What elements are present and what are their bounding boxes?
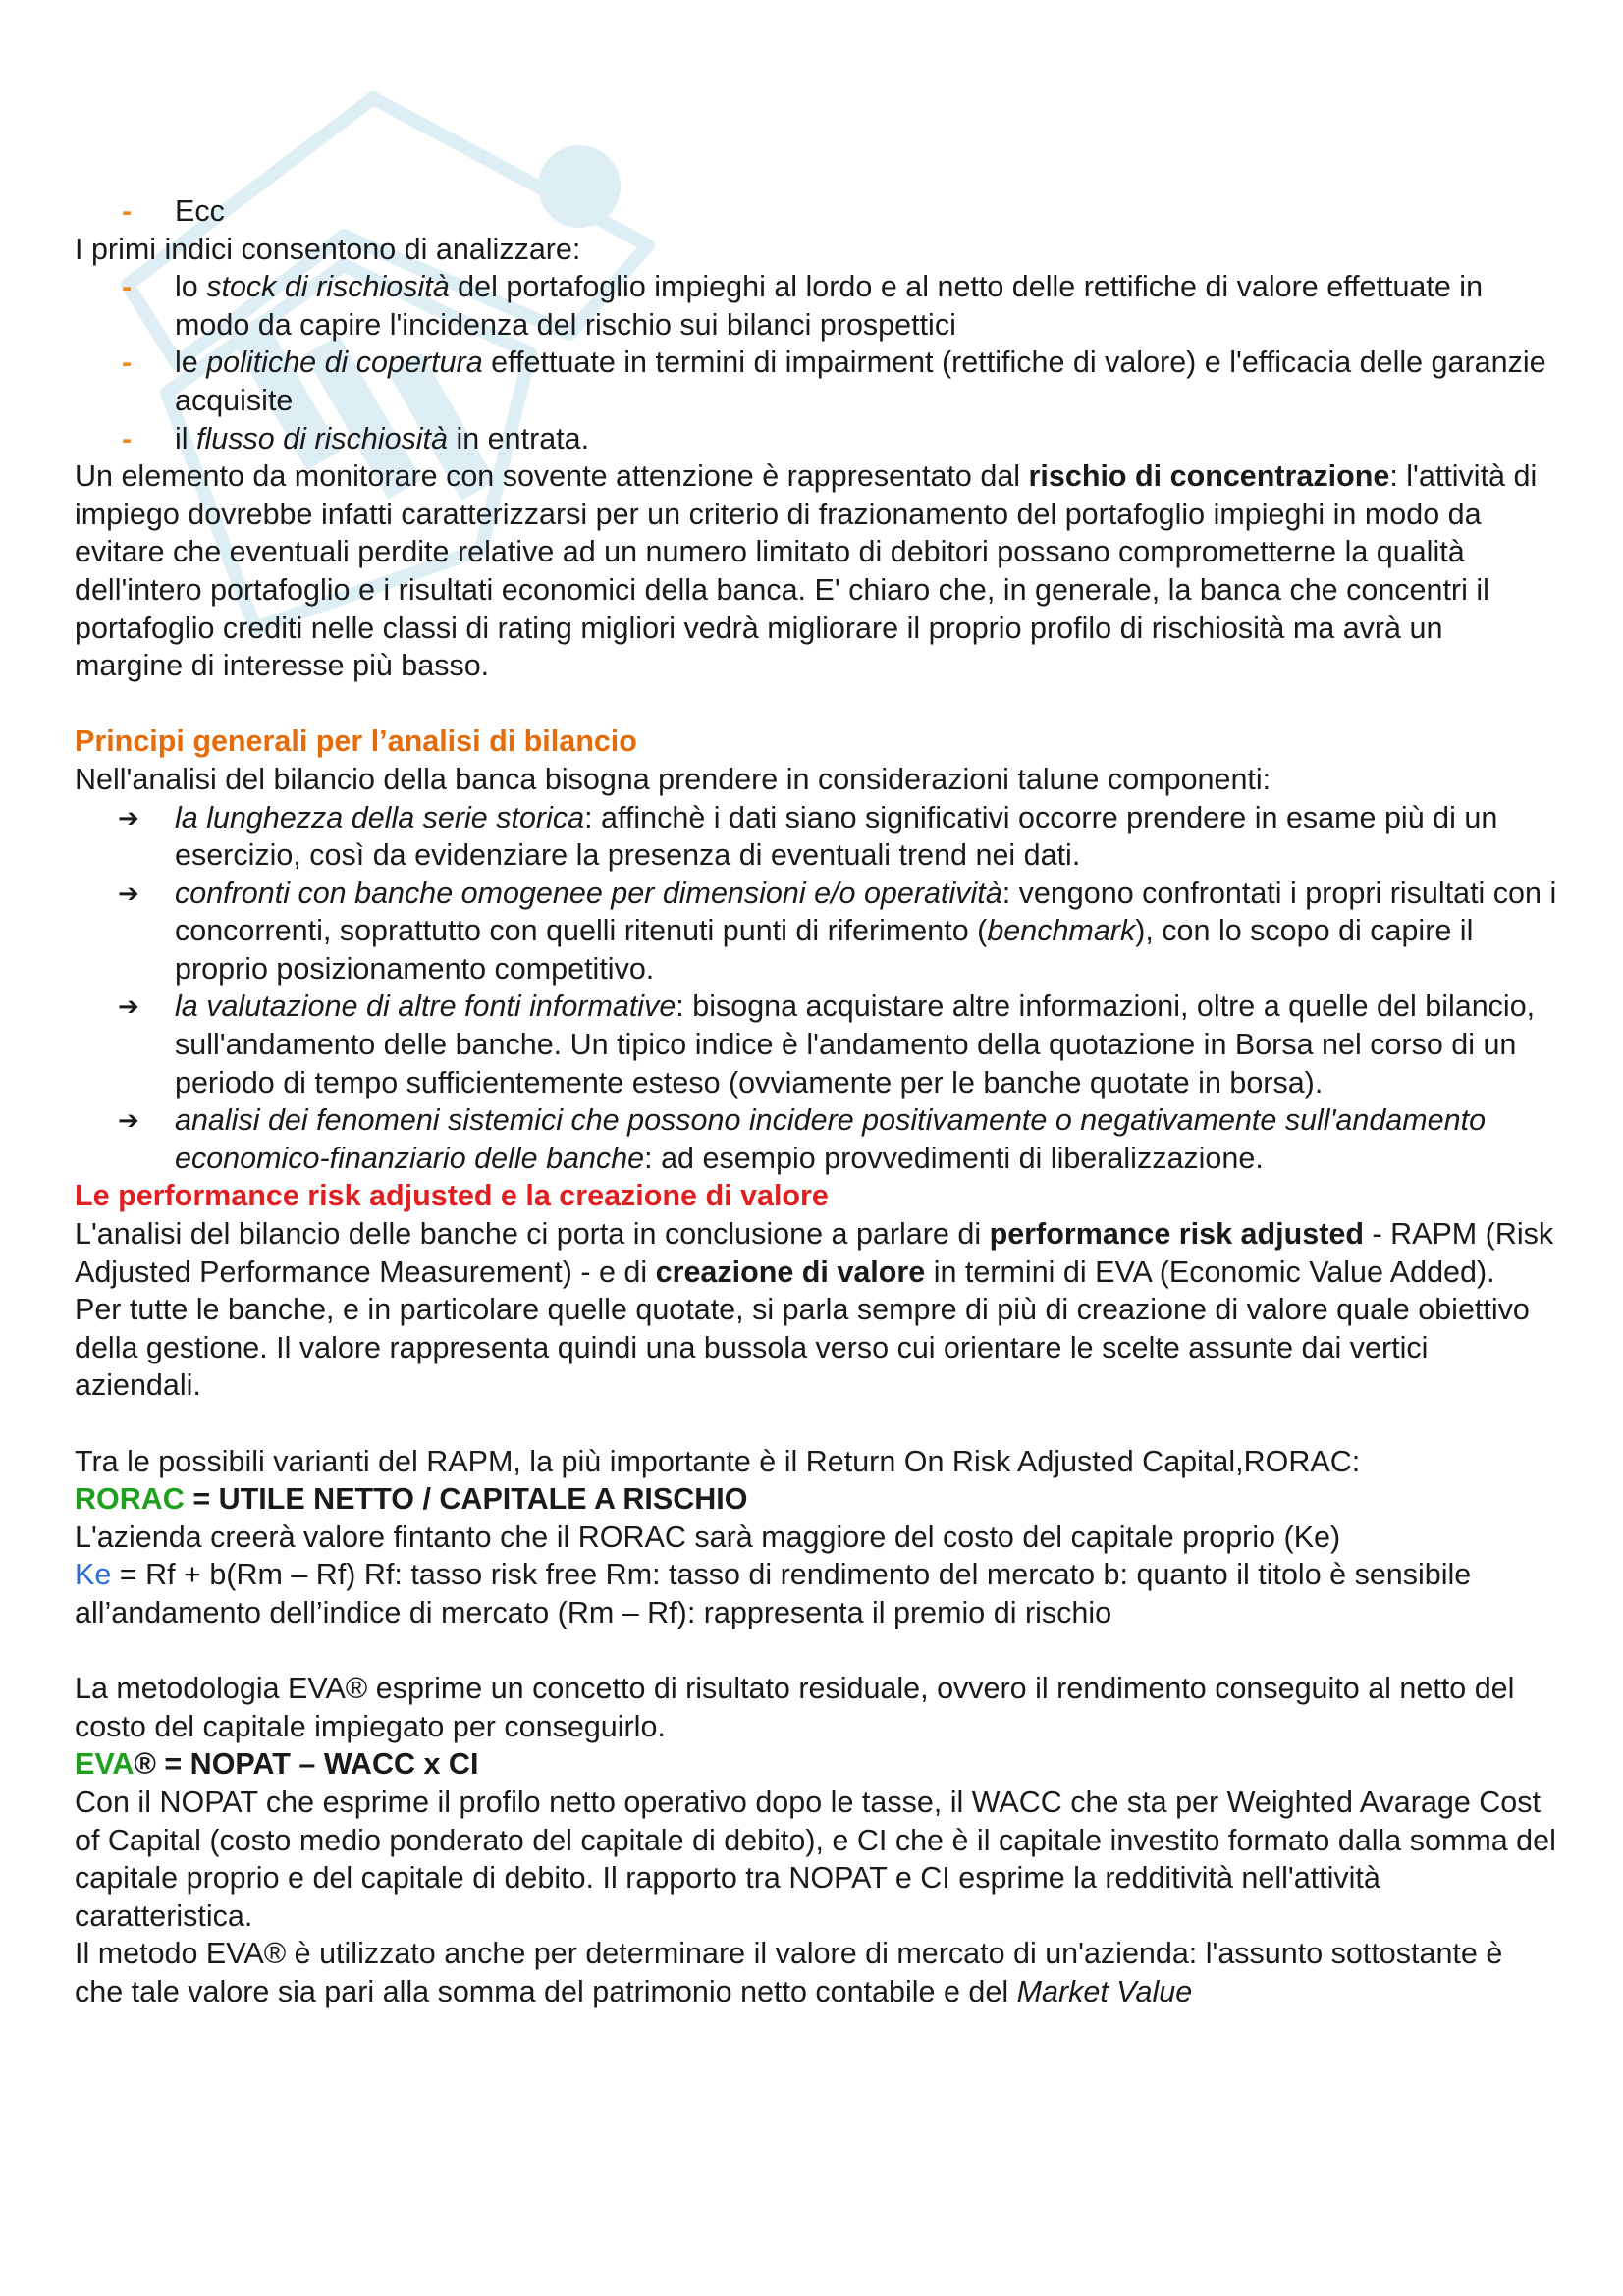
concentration-paragraph: Un elemento da monitorare con sovente attenzione è rappresentato dal rischio di concentrazione: l'attività di impiego dovrebbe infatti caratterizzarsi per un criterio di frazionamento del portafoglio impieghi in modo da evitare che eventuali perdite relative ad un numero limitato di debitori possano comprometterne la qualità dell'intero portafoglio e i risultati economici della banca. E' chiaro che, in generale, la banca che concentri il portafoglio crediti nelle classi di rating migliori vedrà migliorare il proprio profilo di rischiosità ma avrà un margine di interesse più basso.	[75, 459, 1538, 683]
list-item: ➔ analisi dei fenomeni sistemici che possono incidere positivamente o negativamente sull'andamento economico-finanziario delle banche: ad esempio provvedimenti di liberalizzazione.	[118, 1103, 1487, 1175]
market-value-paragraph: Il metodo EVA® è utilizzato anche per determinare il valore di mercato di un'azienda: l'assunto sottostante è che tale valore sia pari alla somma del patrimonio netto contabile e del Market Value	[75, 1937, 1503, 2008]
dash-bullet-icon: -	[122, 270, 133, 304]
arrow-bullet-icon: ➔	[118, 1105, 139, 1136]
rorac-intro: Tra le possibili varianti del RAPM, la più importante è il Return On Risk Adjusted Capital,RORAC:	[75, 1444, 1361, 1478]
ke-formula: Ke = Rf + b(Rm – Rf) Rf: tasso risk free Rm: tasso di rendimento del mercato b: quanto il titolo è sensibile all’andamento dell’indice di mercato (Rm – Rf): rappresenta il premio di rischio	[75, 1558, 1472, 1629]
ke-intro: L'azienda creerà valore fintanto che il RORAC sarà maggiore del costo del capitale proprio (Ke)	[75, 1520, 1341, 1554]
arrow-bullet-icon: ➔	[118, 802, 139, 832]
intro-text: I primi indici consentono di analizzare:	[75, 232, 581, 266]
list-item: - le politiche di copertura effettuate in termini di impairment (rettifiche di valore) e l'efficacia delle garanzie acquisite	[122, 346, 1546, 417]
nopat-paragraph: Con il NOPAT che esprime il profilo netto operativo dopo le tasse, il WACC che sta per Weighted Avarage Cost of Capital (costo medio ponderato del capitale di debito), e CI che è il capitale investito formato dalla somma del capitale proprio e del capitale di debito. Il rapporto tra NOPAT e CI esprime la redditività nell'attività caratteristica.	[75, 1785, 1556, 1933]
arrow-bullet-icon: ➔	[118, 991, 139, 1022]
list-item: ➔ la valutazione di altre fonti informative: bisogna acquistare altre informazioni, oltre a quelle del bilancio, sull'andamento delle banche. Un tipico indice è l'andamento della quotazione in Borsa nel corso di un periodo di tempo sufficientemente esteso (ovviamente per le banche quotate in borsa).	[118, 989, 1536, 1099]
list-item-ecc: - Ecc	[75, 192, 1557, 231]
value-paragraph: Per tutte le banche, e in particolare quelle quotate, si parla sempre di più di creazione di valore quale obiettivo della gestione. Il valore rappresenta quindi una bussola verso cui orientare le scelte assunte dai vertici aziendali.	[75, 1293, 1530, 1403]
section-heading-analisi: Principi generali per l’analisi di bilancio	[75, 724, 637, 759]
list-item: ➔ la lunghezza della serie storica: affinchè i dati siano significativi occorre prendere in esame più di un esercizio, così da evidenziare la presenza di eventuali trend nei dati.	[118, 800, 1498, 873]
rorac-formula: RORAC = UTILE NETTO / CAPITALE A RISCHIO	[75, 1482, 748, 1517]
eva-formula: EVA® = NOPAT – WACC x CI	[75, 1747, 479, 1782]
dash-bullet-icon: -	[122, 346, 133, 380]
list-item: - lo stock di rischiosità del portafoglio impieghi al lordo e al netto delle rettifiche di valore effettuate in modo da capire l'incidenza del rischio sui bilanci prospettici	[122, 270, 1484, 342]
list-item: ➔ confronti con banche omogenee per dimensioni e/o operatività: vengono confrontati i propri risultati con i concorrenti, soprattutto con quelli ritenuti punti di riferimento (benchmark), con lo scopo di capire il proprio posizionamento competitivo.	[118, 876, 1557, 986]
section-heading-performance: Le performance risk adjusted e la creazione di valore	[75, 1179, 829, 1213]
list-item: - il flusso di rischiosità in entrata.	[75, 420, 1557, 458]
document-page	[75, 192, 1557, 2011]
eva-intro: La metodologia EVA® esprime un concetto di risultato residuale, ovvero il rendimento conseguito al netto del costo del capitale impiegato per conseguirlo.	[75, 1672, 1515, 1743]
dash-bullet-icon: -	[122, 421, 133, 455]
section-intro: Nell'analisi del bilancio della banca bisogna prendere in considerazioni talune componenti:	[75, 762, 1271, 796]
rapm-paragraph: L'analisi del bilancio delle banche ci porta in conclusione a parlare di performance risk adjusted - RAPM (Risk Adjusted Performance Measurement) - e di creazione di valore in termini di EVA (Economic Value Added).	[75, 1217, 1554, 1289]
dash-bullet-icon: -	[122, 194, 133, 228]
arrow-bullet-icon: ➔	[118, 878, 139, 908]
